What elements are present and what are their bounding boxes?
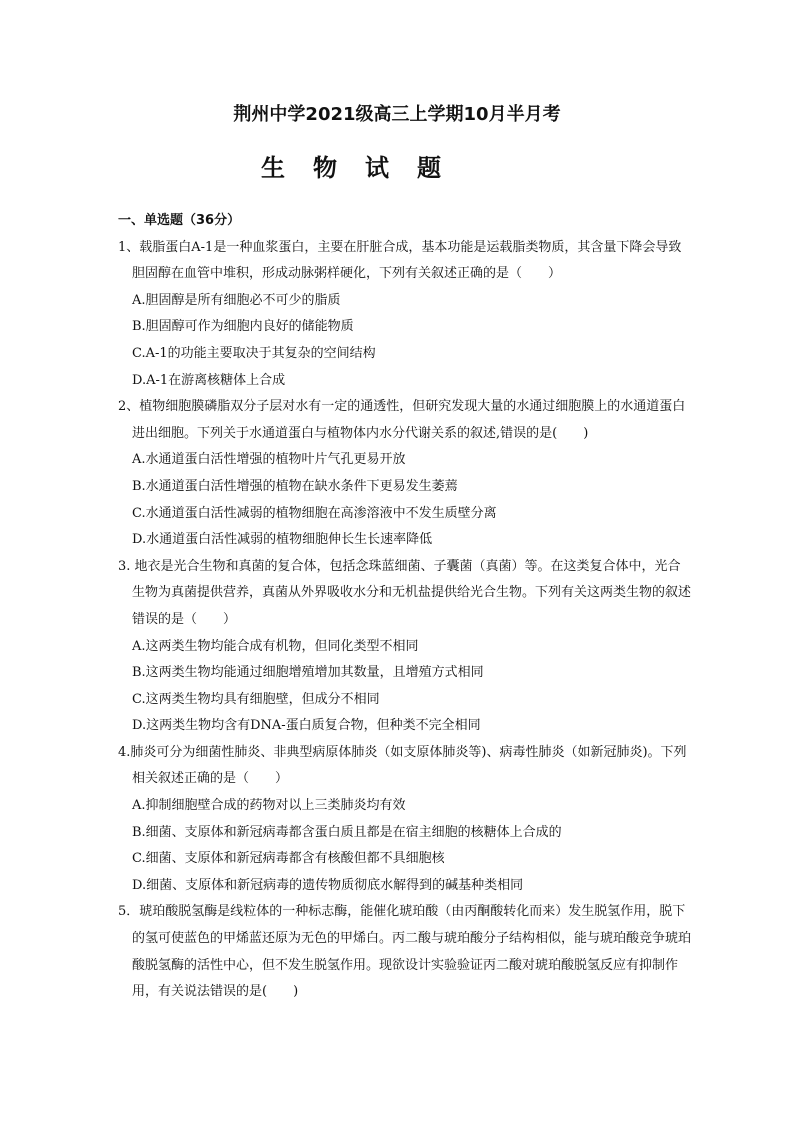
question-stem: 5．琥珀酸脱氢酶是线粒体的一种标志酶，能催化琥珀酸（由丙酮酸转化而来）发生脱氢作用，脱下的氢可使蓝色的甲烯蓝还原为无色的甲烯白。丙二酸与琥珀酸分子结构相似，能与琥珀酸竞争琥珀酸脱氢酶的活性中心，但不发生脱氢作用。现欲设计实验验证丙二酸对琥珀酸脱氢反应有抑制作用，有关说法错误的是( )	[118, 904, 692, 1000]
question-stem: 1、载脂蛋白A-1是一种血浆蛋白，主要在肝脏合成，基本功能是运载脂类物质，其含量下降会导致胆固醇在血管中堆积，形成动脉粥样硬化，下列有关叙述正确的是（ ）	[118, 239, 682, 282]
question-stem: 3. 地衣是光合生物和真菌的复合体，包括念珠蓝细菌、子囊菌（真菌）等。在这类复合体中，光合生物为真菌提供营养，真菌从外界吸收水分和无机盐提供给光合生物。下列有关这两类生物的叙述错误的是（ ）	[118, 558, 692, 627]
question-stem: 2、植物细胞膜磷脂双分子层对水有一定的通透性，但研究发现大量的水通过细胞膜上的水通道蛋白进出细胞。下列关于水通道蛋白与植物体内水分代谢关系的叙述,错误的是( )	[118, 399, 686, 441]
school-title: 荆州中学2021级高三上学期10月半月考	[233, 104, 561, 125]
exam-content	[118, 208, 692, 1006]
option-d: D.A-1在游离核糖体上合成	[132, 372, 286, 388]
option-a: A.抑制细胞壁合成的药物对以上三类肺炎均有效	[132, 798, 406, 814]
question-1	[118, 235, 692, 395]
question-3	[118, 554, 692, 740]
option-a: A.水通道蛋白活性增强的植物叶片气孔更易开放	[132, 452, 406, 468]
option-d: D.水通道蛋白活性减弱的植物细胞伸长生长速率降低	[132, 532, 433, 548]
subject-title: 生物试题	[261, 154, 469, 182]
option-c: C.水通道蛋白活性减弱的植物细胞在高渗溶液中不发生质壁分离	[132, 505, 497, 521]
option-b: B.这两类生物均能通过细胞增殖增加其数量，且增殖方式相同	[132, 665, 484, 681]
section-heading: 一、单选题（36分）	[118, 213, 241, 228]
option-a: A.这两类生物均能合成有机物，但同化类型不相同	[132, 638, 419, 654]
option-c: C.细菌、支原体和新冠病毒都含有核酸但都不具细胞核	[132, 851, 445, 867]
question-5	[118, 899, 692, 1005]
option-c: C.这两类生物均具有细胞壁，但成分不相同	[132, 691, 380, 707]
option-d: D.细菌、支原体和新冠病毒的遗传物质彻底水解得到的碱基种类相同	[132, 877, 524, 893]
option-c: C.A-1的功能主要取决于其复杂的空间结构	[132, 345, 376, 361]
option-a: A.胆固醇是所有细胞必不可少的脂质	[132, 292, 341, 308]
option-b: B.胆固醇可作为细胞内良好的储能物质	[132, 319, 354, 335]
question-stem: 4.肺炎可分为细菌性肺炎、非典型病原体肺炎（如支原体肺炎等)、病毒性肺炎（如新冠肺炎)。下列相关叙述正确的是（ ）	[118, 744, 687, 787]
question-2	[118, 394, 692, 554]
option-d: D.这两类生物均含有DNA-蛋白质复合物，但种类不完全相同	[132, 718, 481, 734]
option-b: B.水通道蛋白活性增强的植物在缺水条件下更易发生萎蔫	[132, 478, 458, 494]
option-b: B.细菌、支原体和新冠病毒都含蛋白质且都是在宿主细胞的核糖体上合成的	[132, 824, 562, 840]
question-4	[118, 740, 692, 900]
